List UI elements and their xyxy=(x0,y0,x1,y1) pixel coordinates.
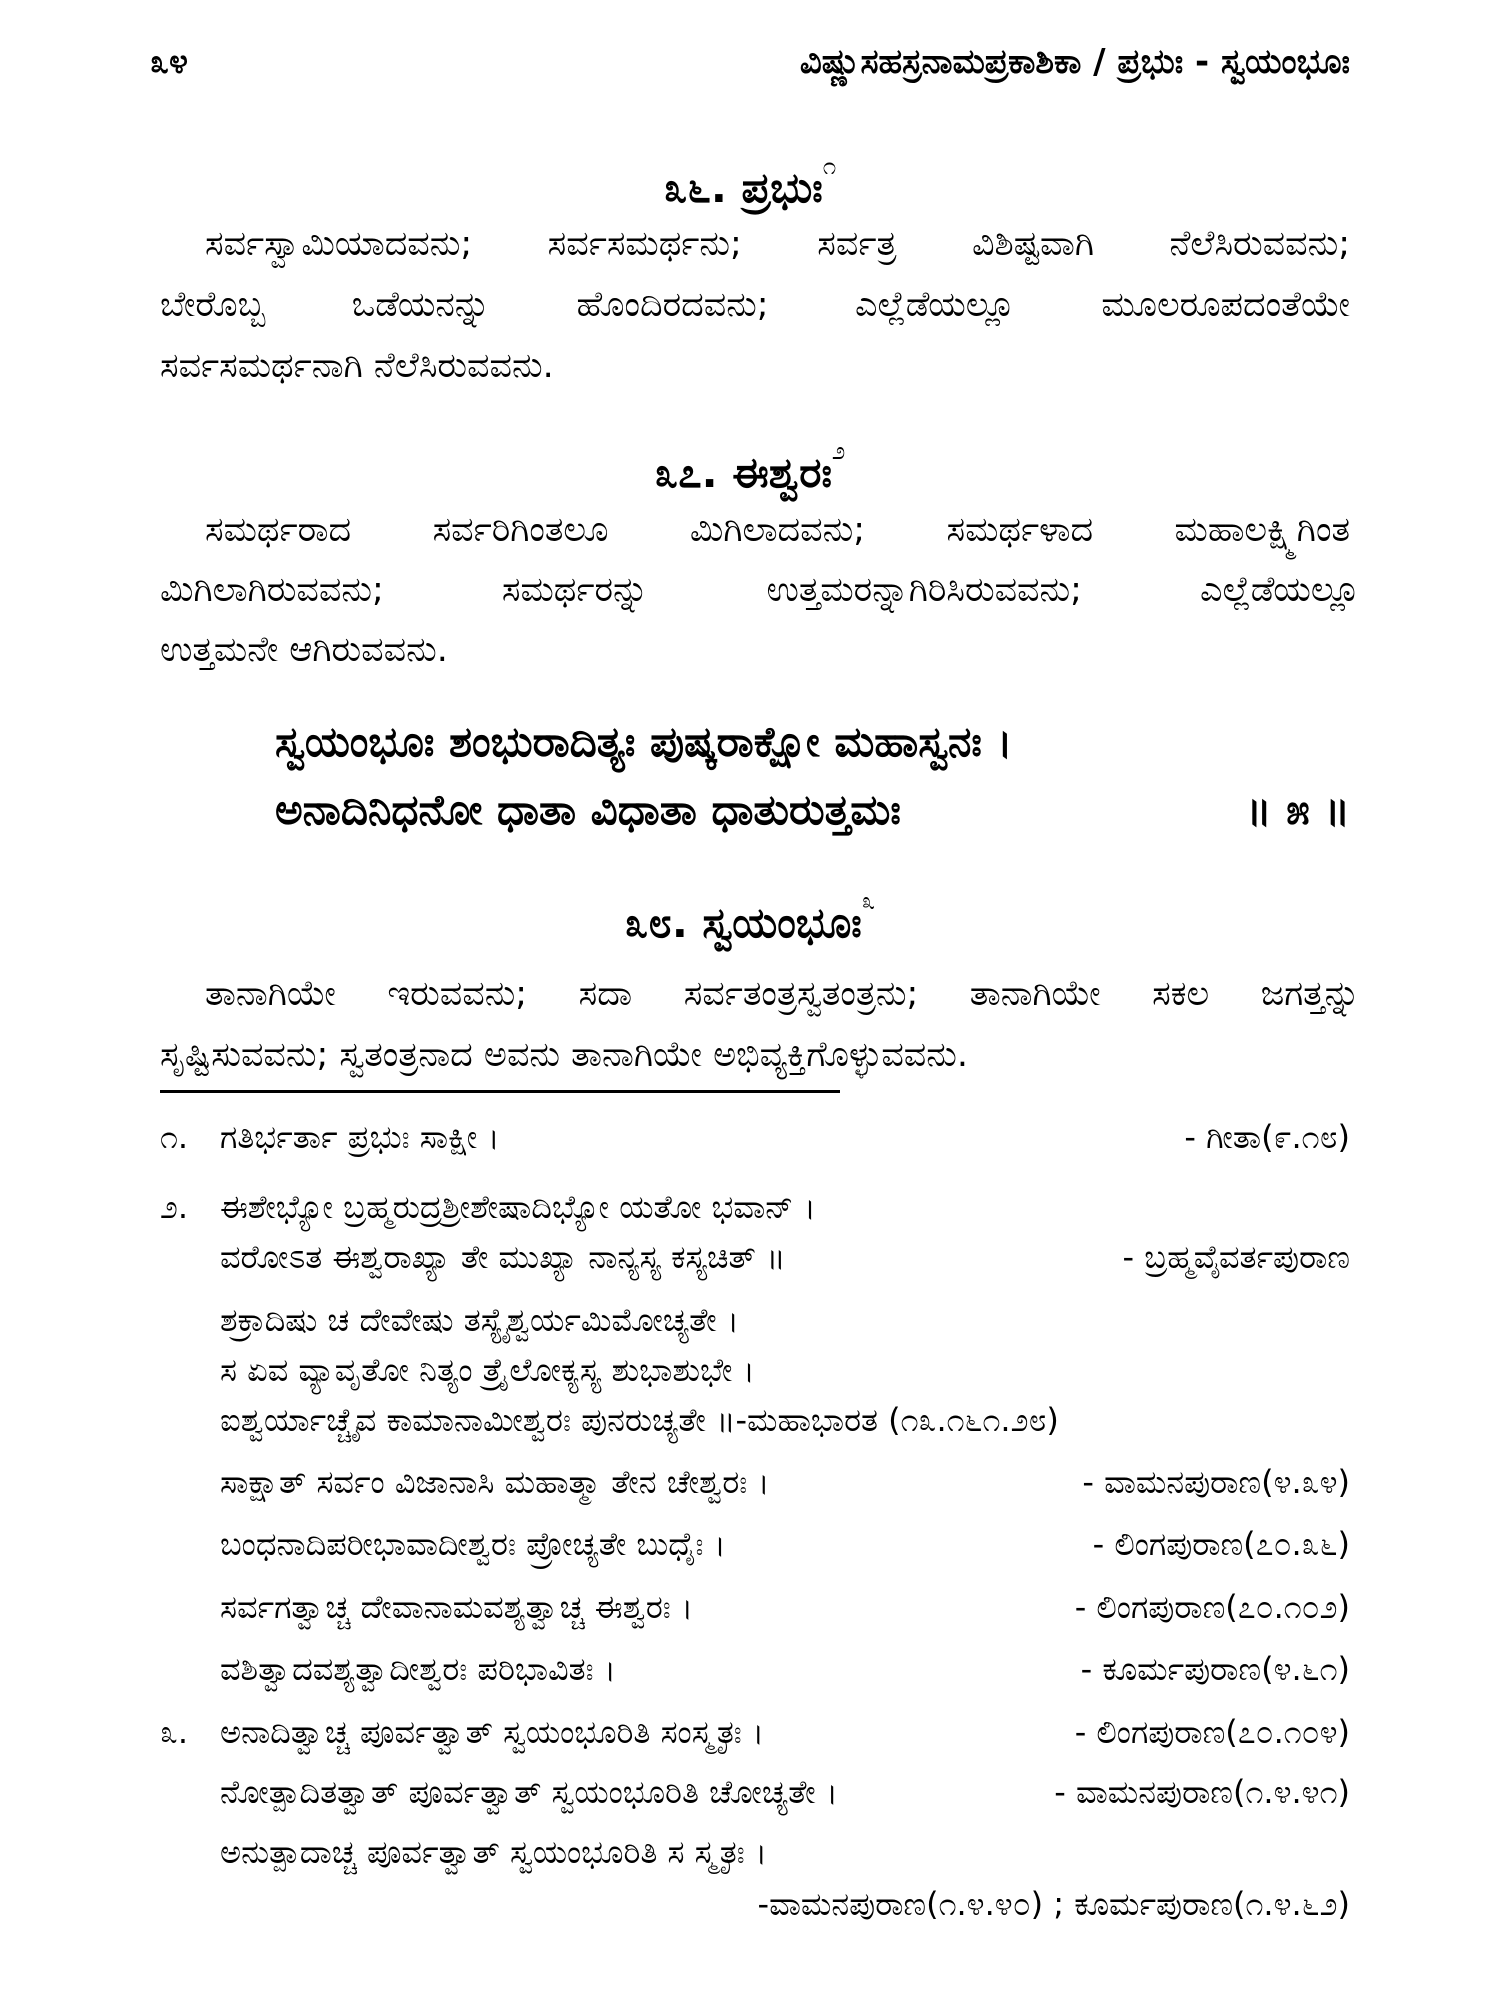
section-title: ೩೬. ಪ್ರಭುಃ xyxy=(663,163,823,212)
section-title: ೩೮. ಸ್ವಯಂಭೂಃ xyxy=(624,898,862,947)
footnote-line xyxy=(160,1882,220,1926)
shloka-number: ॥ ೫ ॥ xyxy=(1245,785,1350,834)
footnote-text: ಸರ್ವಗತ್ವಾಚ್ಚ ದೇವಾನಾಮವಶ್ಯತ್ವಾಚ್ಚ ಈಶ್ವರಃ । xyxy=(220,1588,694,1626)
footnote-text: ಅನಾದಿತ್ವಾಚ್ಚ ಪೂರ್ವತ್ವಾತ್ ಸ್ವಯಂಭೂರಿತಿ ಸಂಸ್ಮೃತಃ । xyxy=(220,1713,765,1751)
section-heading xyxy=(0,875,1500,949)
section-heading xyxy=(0,425,1500,499)
footnote-source: - ಲಿಂಗಪುರಾಣ(೭೦.೩೬) xyxy=(1092,1525,1350,1563)
footnote-text: ಸಾಕ್ಷಾತ್ ಸರ್ವಂ ವಿಜಾನಾಸಿ ಮಹಾತ್ಮಾ ತೇನ ಚೇಶ್ವರಃ । xyxy=(220,1463,770,1501)
footnote-line xyxy=(160,1460,770,1504)
footnote-text: ಸ ಏವ ವ್ಯಾವೃತೋ ನಿತ್ಯಂ ತ್ರೈಲೋಕ್ಯಸ್ಯ ಶುಭಾಶುಭೇ । xyxy=(220,1351,755,1389)
footnote-text: ನೋತ್ಪಾದಿತತ್ವಾತ್ ಪೂರ್ವತ್ವಾತ್ ಸ್ವಯಂಭೂರಿತಿ ಚೋಚ್ಯತೇ । xyxy=(220,1773,838,1811)
footnote-line xyxy=(160,1298,739,1342)
shloka-line-1: ಸ್ವಯಂಭೂಃ ಶಂಭುರಾದಿತ್ಯಃ ಪುಷ್ಕರಾಕ್ಷೋ ಮಹಾಸ್ವನಃ । xyxy=(275,717,1013,766)
shloka-line-2: ಅನಾದಿನಿಧನೋ ಧಾತಾ ವಿಧಾತಾ ಧಾತುರುತ್ತಮಃ xyxy=(275,785,901,834)
section-title: ೩೭. ಈಶ್ವರಃ xyxy=(654,448,832,497)
footnote-number: ೨. xyxy=(160,1188,189,1226)
paragraph-line: ಮಿಗಿಲಾಗಿರುವವನು; ಸಮರ್ಥರನ್ನು ಉತ್ತಮರನ್ನಾಗಿರಿಸಿರುವವನು; ಎಲ್ಲೆಡೆಯಲ್ಲೂ xyxy=(160,570,1360,610)
running-title: ವಿಷ್ಣುಸಹಸ್ರನಾಮಪ್ರಕಾಶಿಕಾ / ಪ್ರಭುಃ - ಸ್ವಯಂಭೂಃ xyxy=(799,42,1350,82)
paragraph-line: ಸಮರ್ಥರಾದ ಸರ್ವರಿಗಿಂತಲೂ ಮಿಗಿಲಾದವನು; ಸಮರ್ಥಳಾದ ಮಹಾಲಕ್ಷ್ಮಿಗಿಂತ xyxy=(205,510,1350,550)
paragraph-line: ತಾನಾಗಿಯೇ ಇರುವವನು; ಸದಾ ಸರ್ವತಂತ್ರಸ್ವತಂತ್ರನು; ತಾನಾಗಿಯೇ ಸಕಲ ಜಗತ್ತನ್ನು xyxy=(205,974,1360,1014)
paragraph-line: ಬೇರೊಬ್ಬ ಒಡೆಯನನ್ನು ಹೊಂದಿರದವನು; ಎಲ್ಲೆಡೆಯಲ್ಲೂ ಮೂಲರೂಪದಂತೆಯೇ xyxy=(160,285,1350,325)
paragraph-line: ಸರ್ವಸಮರ್ಥನಾಗಿ ನೆಲೆಸಿರುವವನು. xyxy=(160,346,554,386)
footnote-source: - ಬ್ರಹ್ಮವೈವರ್ತಪುರಾಣ xyxy=(1122,1238,1350,1276)
footnote-line xyxy=(160,1348,755,1392)
section-heading xyxy=(0,140,1500,214)
footnote-line xyxy=(160,1770,838,1814)
footnote-source: - ಕೂರ್ಮಪುರಾಣ(೪.೬೧) xyxy=(1080,1650,1350,1688)
footnote-text: ಐಶ್ವರ್ಯಾಚ್ಚೈವ ಕಾಮಾನಾಮೀಶ್ವರಃ ಪುನರುಚ್ಯತೇ ॥-ಮಹಾಭಾರತ (೧೩.೧೬೧.೨೮) xyxy=(220,1401,1059,1439)
footnote-line xyxy=(160,1647,616,1691)
footnote-source: -ವಾಮನಪುರಾಣ(೧.೪.೪೦) ; ಕೂರ್ಮಪುರಾಣ(೧.೪.೬೨) xyxy=(757,1885,1350,1923)
footnote-mark: ೧ xyxy=(822,152,837,180)
footnote-line xyxy=(160,1235,785,1279)
paragraph-line: ಸರ್ವಸ್ವಾಮಿಯಾದವನು; ಸರ್ವಸಮರ್ಥನು; ಸರ್ವತ್ರ ವಿಶಿಷ್ಟವಾಗಿ ನೆಲೆಸಿರುವವನು; xyxy=(205,224,1350,264)
footnote-source: - ವಾಮನಪುರಾಣ(೪.೩೪) xyxy=(1082,1463,1350,1501)
footnote-text: ವಶಿತ್ವಾದವಶ್ಯತ್ವಾದೀಶ್ವರಃ ಪರಿಭಾವಿತಃ । xyxy=(220,1650,616,1688)
footnote-number: ೩. xyxy=(160,1713,189,1751)
footnote-line xyxy=(160,1185,816,1229)
footnote-source: - ಲಿಂಗಪುರಾಣ(೭೦.೧೦೨) xyxy=(1074,1588,1350,1626)
footnote-text: ಅನುತ್ಪಾದಾಚ್ಚ ಪೂರ್ವತ್ವಾತ್ ಸ್ವಯಂಭೂರಿತಿ ಸ ಸ್ಮೃತಃ । xyxy=(220,1833,767,1871)
footnote-number: ೧. xyxy=(160,1118,189,1156)
footnote-text: ಬಂಧನಾದಿಪರೀಭಾವಾದೀಶ್ವರಃ ಪ್ರೋಚ್ಯತೇ ಬುಧೈಃ । xyxy=(220,1525,726,1563)
footnote-text: ಗತಿರ್ಭರ್ತಾ ಪ್ರಭುಃ ಸಾಕ್ಷೀ । xyxy=(220,1118,500,1156)
footnote-mark: ೩ xyxy=(861,887,876,915)
footnote-line xyxy=(160,1710,764,1754)
footnote-line xyxy=(160,1398,1059,1442)
footnote-divider xyxy=(160,1090,840,1093)
page-number: ೩೪ xyxy=(150,42,189,82)
footnote-line xyxy=(160,1585,693,1629)
footnote-text: ವರೋಽತ ಈಶ್ವರಾಖ್ಯಾ ತೇ ಮುಖ್ಯಾ ನಾನ್ಯಸ್ಯ ಕಸ್ಯಚಿತ್ ॥ xyxy=(220,1238,786,1276)
footnote-text: ಈಶೇಭ್ಯೋ ಬ್ರಹ್ಮರುದ್ರಶ್ರೀಶೇಷಾದಿಭ್ಯೋ ಯತೋ ಭವಾನ್ । xyxy=(220,1188,816,1226)
footnote-line xyxy=(160,1830,767,1874)
paragraph-line: ಉತ್ತಮನೇ ಆಗಿರುವವನು. xyxy=(160,630,448,670)
footnote-mark: ೨ xyxy=(831,437,846,465)
footnote-source: - ಗೀತಾ(೯.೧೮) xyxy=(1184,1118,1350,1156)
footnote-source: - ಲಿಂಗಪುರಾಣ(೭೦.೧೦೪) xyxy=(1074,1713,1350,1751)
paragraph-line: ಸೃಷ್ಟಿಸುವವನು; ಸ್ವತಂತ್ರನಾದ ಅವನು ತಾನಾಗಿಯೇ ಅಭಿವ್ಯಕ್ತಿಗೊಳ್ಳುವವನು. xyxy=(160,1035,968,1075)
footnote-line xyxy=(160,1522,726,1566)
footnote-source: - ವಾಮನಪುರಾಣ(೧.೪.೪೧) xyxy=(1054,1773,1350,1811)
footnote-line xyxy=(160,1115,500,1159)
footnote-text: ಶಕ್ರಾದಿಷು ಚ ದೇವೇಷು ತಸ್ಯೈಶ್ವರ್ಯಮಿಮೋಚ್ಯತೇ । xyxy=(220,1301,739,1339)
